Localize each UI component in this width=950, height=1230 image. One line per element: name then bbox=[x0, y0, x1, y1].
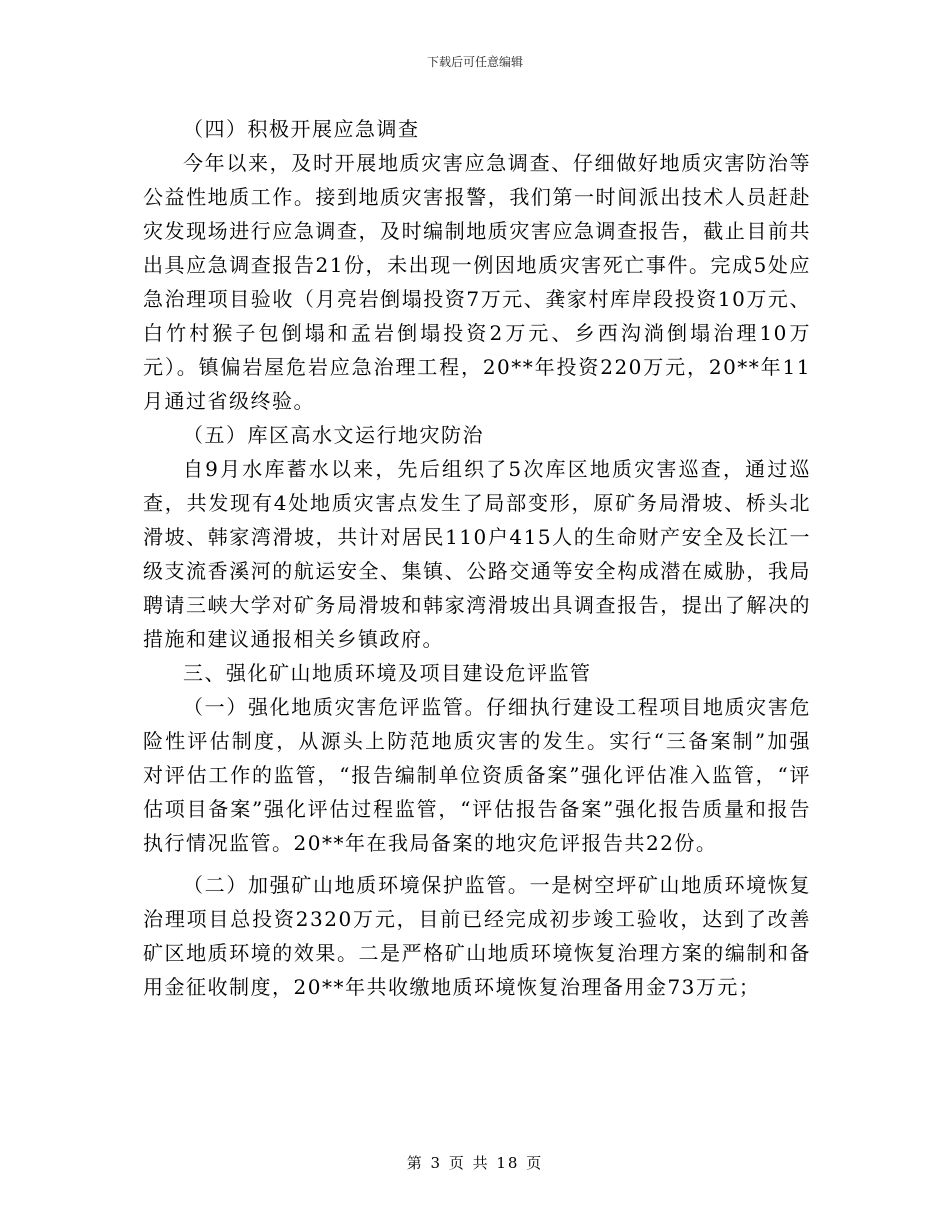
document-body bbox=[143, 112, 811, 1004]
chapter-heading-3: 三、强化矿山地质环境及项目建设危评监管 bbox=[183, 661, 592, 685]
paragraph-emergency-survey: 今年以来，及时开展地质灾害应急调查、仔细做好地质灾害防治等公益性地质工作。接到地质灾害报警，我们第一时间派出技术人员赶赴灾发现场进行应急调查，及时编制地质灾害应急调查报告，截止目前共出具应急调查报告21份，未出现一例因地质灾害死亡事件。完成5处应急治理项目验收（月亮岩倒塌投资7万元、龚家村库岸段投资10万元、白竹村猴子包倒塌和孟岩倒塌投资2万元、乡西沟淌倒塌治理10万元）。镇偏岩屋危岩应急治理工程，20**年投资220万元，20**年11月通过省级终验。 bbox=[143, 151, 811, 413]
page-footer: 第 3 页 共 18 页 bbox=[406, 1154, 544, 1172]
section-heading-5: （五）库区高水文运行地灾防治 bbox=[183, 423, 484, 447]
page-header: 下载后可任意编辑 bbox=[426, 55, 523, 69]
paragraph-mine-environment: （二）加强矿山地质环境保护监管。一是树空坪矿山地质环境恢复治理项目总投资2320万元，目前已经完成初步竣工验收，达到了改善矿区地质环境的效果。二是严格矿山地质环境恢复治理方案的编制和备用金征收制度，20**年共收缴地质环境恢复治理备用金73万元； bbox=[143, 873, 811, 999]
section-heading-4: （四）积极开展应急调查 bbox=[183, 117, 420, 141]
paragraph-hazard-assessment: （一）强化地质灾害危评监管。仔细执行建设工程项目地质灾害危险性评估制度，从源头上防范地质灾害的发生。实行“三备案制”加强对评估工作的监管，“报告编制单位资质备案”强化评估准入监管，“评估项目备案”强化评估过程监管，“评估报告备案”强化报告质量和报告执行情况监管。20**年在我局备案的地灾危评报告共22份。 bbox=[143, 695, 811, 855]
paragraph-reservoir-prevention: 自9月水库蓄水以来，先后组织了5次库区地质灾害巡查，通过巡查，共发现有4处地质灾害点发生了局部变形，原矿务局滑坡、桥头北滑坡、韩家湾滑坡，共计对居民110户415人的生命财产安全及长江一级支流香溪河的航运安全、集镇、公路交通等安全构成潜在威胁，我局聘请三峡大学对矿务局滑坡和韩家湾滑坡出具调查报告，提出了解决的措施和建议通报相关乡镇政府。 bbox=[143, 457, 811, 651]
